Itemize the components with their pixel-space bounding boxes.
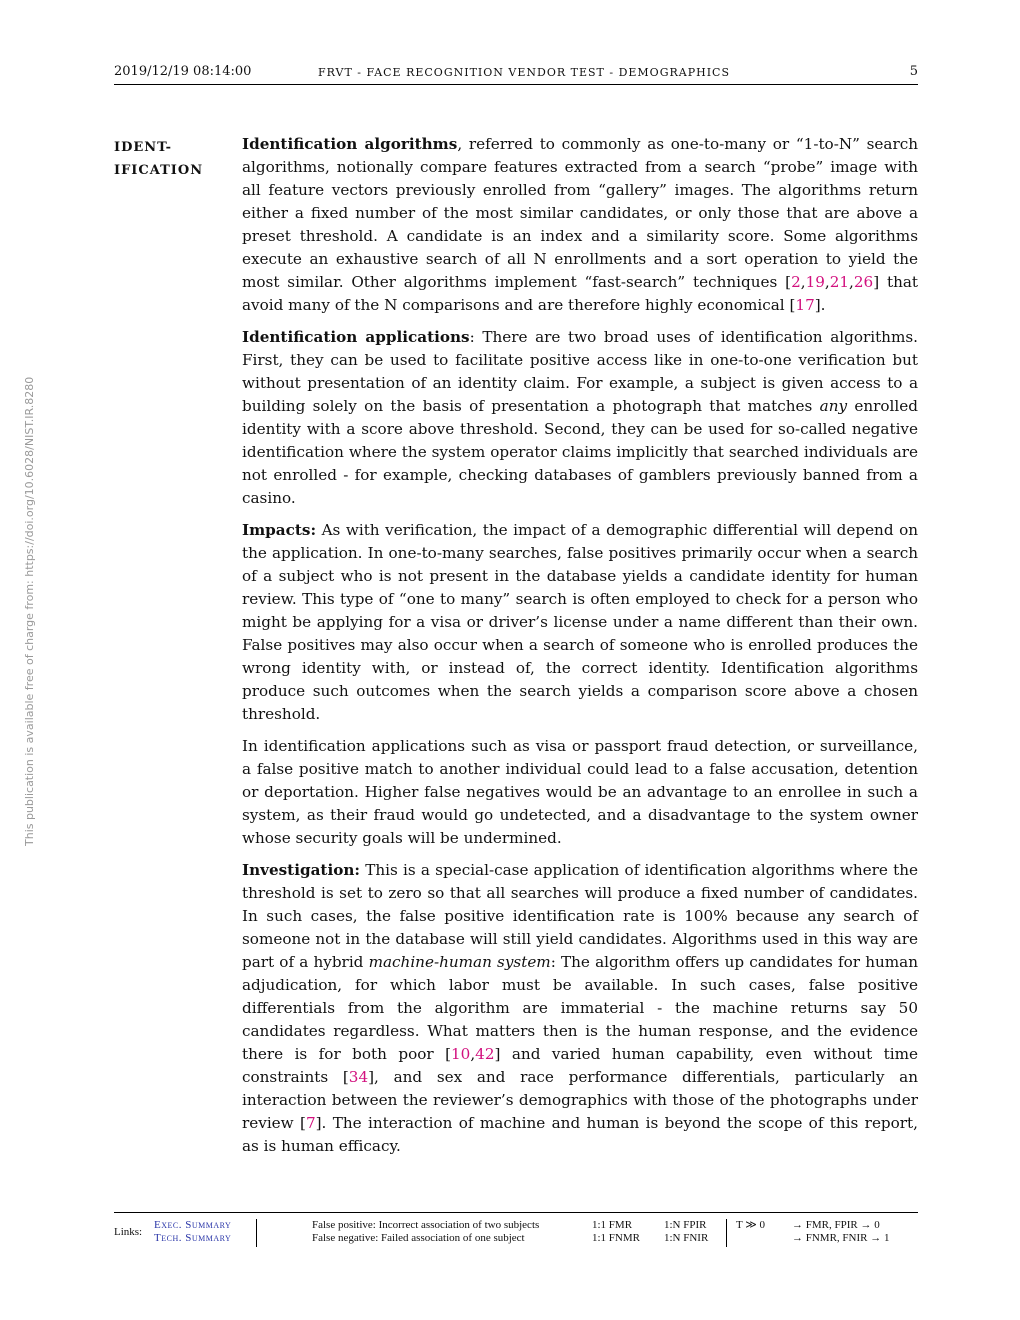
margin-label-line-2: IFICATION [114, 163, 204, 178]
citation-link[interactable]: 2 [791, 273, 801, 291]
paragraph-lead: Identification algorithms [242, 135, 458, 153]
footer-divider [726, 1219, 727, 1247]
page-footer [114, 1212, 918, 1253]
footer-one-to-n-metrics [664, 1219, 708, 1245]
footer-link-group [154, 1219, 257, 1247]
page-number: 5 [909, 64, 918, 79]
paragraph-lead: Identification applications [242, 328, 470, 346]
footer-one-to-one-metrics [592, 1219, 640, 1245]
paragraph-identification-applications: Identification applications: There are two broad uses of identification algorithms. First, they can be used to facilitate positive access like in one-to-one verification but without presentation of an identity claim. For example, a subject is given access to a building solely on the basis of presentation a photograph that matches any enrolled identity with a score above threshold. Second, they can be used for so-called negative identification where the system operator claims implicitly that searched individuals are not enrolled - for example, checking databases of gamblers previously banned from a casino. [242, 328, 918, 507]
header-title: FRVT - FACE RECOGNITION VENDOR TEST - DEMOGRAPHICS [318, 66, 731, 79]
paragraph-identification-algorithms: Identification algorithms, referred to commonly as one-to-many or “1-to-N” search algorithms, notionally compare features extracted from a search “probe” image with all feature vectors previously enrolled from “gallery” images. The algorithms return either a fixed number of the most similar candidates, or only those that are above a preset threshold. A candidate is an index and a similarity score. Some algorithms execute an exhaustive search of all N enrollments and a sort operation to yield the most similar. Other algorithms implement “fast-search” techniques [2,19,21,26] that avoid many of the N comparisons and are therefore highly economical [17]. [242, 135, 919, 314]
emphasis: any [819, 397, 848, 415]
paragraph-lead: Investigation: [242, 861, 360, 879]
citation-link[interactable]: 21 [829, 273, 850, 291]
paragraph-impacts: Impacts: As with verification, the impact of a demographic differential will depend on the application. In one-to-many searches, false positives primarily occur when a search of a subject who is not present in the database yields a candidate identity for human review. This type of “one to many” search is often employed to check for a person who might be applying for a visa or driver’s license under a name different than their own. False positives may also occur when a search of someone who is enrolled produces the wrong identity with, or instead of, the correct identity. Identification algorithms produce such outcomes when the search yields a comparison score above a chosen threshold. [242, 521, 918, 723]
sidenote-text: This publication is available free of charge from: https://doi.org/10.6028/NIST.IR.8280 [23, 376, 36, 846]
paragraph-lead: Impacts: [242, 521, 317, 539]
false-positive-limit: → FMR, FPIR → 0 [792, 1219, 880, 1231]
citation-link[interactable]: 17 [795, 296, 815, 314]
threshold-label: T ≫ 0 [736, 1219, 766, 1231]
fnmr-label: 1:1 FNMR [592, 1232, 640, 1244]
footer-definitions [312, 1219, 539, 1245]
footer-threshold-limits [792, 1219, 890, 1245]
exec-summary-link[interactable]: Exec. Summary [154, 1219, 232, 1231]
availability-sidenote [20, 362, 36, 846]
paragraph-identification-risks: In identification applications such as visa or passport fraud detection, or surveillance, a false positive match to another individual could lead to a false accusation, detention or deportation. Higher false negatives would be an advantage to an enrollee in such a system, as their fraud would go undetected, and a disadvantage to the system owner whose security goals will be undermined. [242, 737, 918, 847]
citation-link[interactable]: 19 [805, 273, 825, 291]
header-date: 2019/12/19 08:14:00 [114, 64, 252, 79]
footer-links-label: Links: [114, 1226, 143, 1238]
fpir-label: 1:N FPIR [664, 1219, 707, 1231]
section-margin-label [114, 136, 224, 182]
citation-link[interactable]: 7 [305, 1114, 316, 1132]
false-negative-definition: False negative: Failed association of one subject [312, 1232, 525, 1244]
citation-link[interactable]: 42 [475, 1045, 495, 1063]
citation-link[interactable]: 26 [853, 273, 874, 291]
page-header [114, 64, 918, 85]
margin-label-line-1: IDENT- [114, 140, 173, 155]
paragraph-investigation: Investigation: This is a special-case application of identification algorithms where the threshold is set to zero so that all searches will produce a fixed number of candidates. In such cases, the false positive identification rate is 100% because any search of someone not in the database will still yield candidates. Algorithms used in this way are part of a hybrid machine-human system: The algorithm offers up candidates for human adjudication, for which labor must be available. In such cases, false positive differentials from the algorithm are immaterial - the machine returns say 50 candidates regardless. What matters then is the human response, and the evidence there is for both poor [10,42] and varied human capability, even without time constraints [34], and sex and race performance differentials, particularly an interaction between the reviewer’s demographics with those of the photographs under review [7]. The interaction of machine and human is beyond the scope of this report, as is human efficacy. [242, 861, 918, 1155]
false-positive-definition: False positive: Incorrect association of two subjects [312, 1219, 540, 1231]
fmr-label: 1:1 FMR [592, 1219, 633, 1231]
false-negative-limit: → FNMR, FNIR → 1 [792, 1232, 890, 1244]
tech-summary-link[interactable]: Tech. Summary [154, 1232, 232, 1244]
body-text [242, 133, 918, 1167]
citation-link[interactable]: 34 [348, 1068, 369, 1086]
emphasis: machine-human system [368, 953, 551, 971]
citation-link[interactable]: 10 [451, 1045, 471, 1063]
fnir-label: 1:N FNIR [664, 1232, 709, 1244]
